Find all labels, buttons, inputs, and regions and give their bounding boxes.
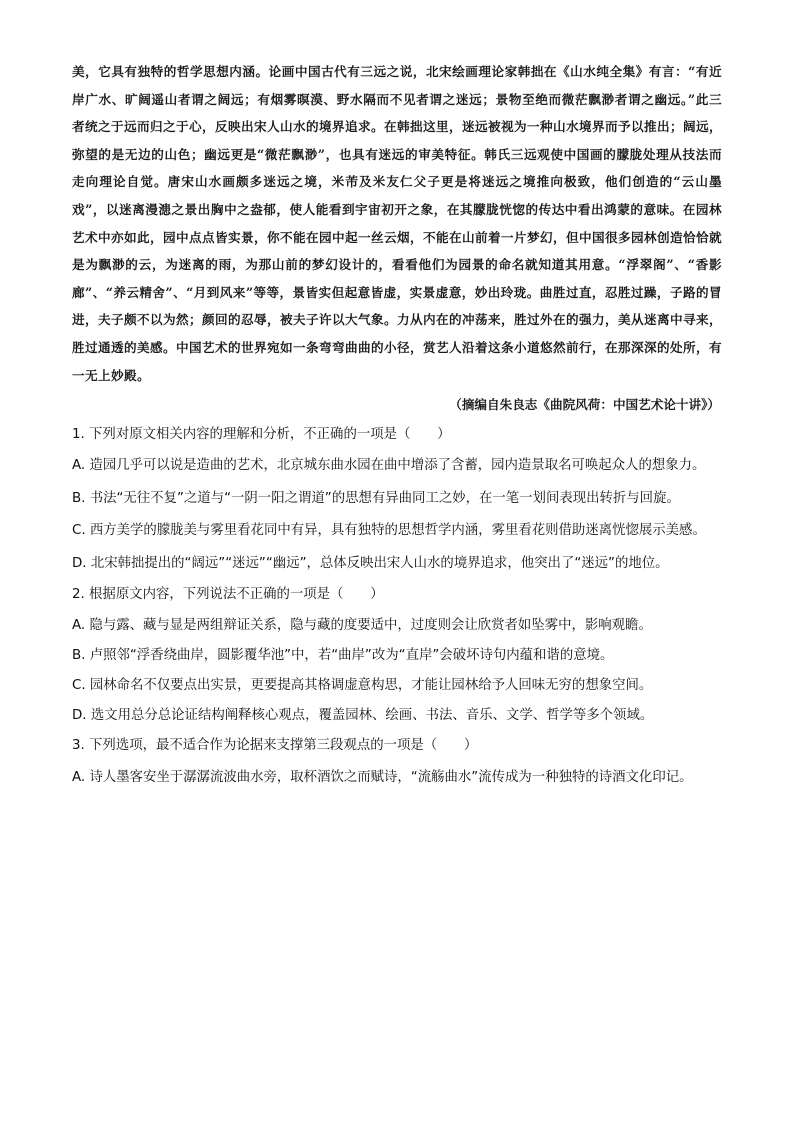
question-3: [72, 731, 722, 794]
option-a: A. 造园几乎可以说是造曲的艺术，北京城东曲水园在曲中增添了含蓄，园内造景取名可唤起众人的想象力。: [72, 458, 706, 474]
passage-text: 美，它具有独特的哲学思想内涵。论画中国古代有三远之说，北宋绘画理论家韩拙在《山水纯全集》有言：“有近岸广水、旷阔遥山者谓之阔远；有烟雾暝漠、野水隔而不见者谓之迷远；景物至绝而微茫飘渺者谓之幽远。”此三者统之于远而归之于心，反映出宋人山水的境界追求。在韩拙这里，迷远被视为一种山水境界而予以推出；阔远，弥望的是无边的山色；幽远更是“微茫飘渺”，也具有迷远的审美特征。韩氏三远观使中国画的朦胧处理从技法而走向理论自觉。唐宋山水画颇多迷远之境，米芾及米友仁父子更是将迷远之境推向极致，他们创造的“云山墨戏”，以迷离漫漶之景出胸中之盎郁，使人能看到宇宙初开之象，在其朦胧恍惚的传达中看出鸿蒙的意味。在园林艺术中亦如此，园中点点皆实景，你不能在园中起一丝云烟，不能在山前着一片梦幻，但中国很多园林创造恰恰就是为飘渺的云，为迷离的雨，为那山前的梦幻设计的，看看他们为园景的命名就知道其用意。“浮翠阁”、“香影廊”、“养云精舍”、“月到风来”等等，景皆实但起意皆虚，实景虚意，妙出玲珑。曲胜过直，忍胜过躁，子路的冒进，夫子颇不以为然；颜回的忍辱，被夫子许以大气象。力从内在的冲荡来，胜过外在的强力，美从迷离中寻来，胜过通透的美感。中国艺术的世界宛如一条弯弯曲曲的小径，赏艺人沿着这条小道悠然前行，在那深深的处所，有一无上妙殿。: [72, 64, 722, 383]
option-a: A. 诗人墨客安坐于潺潺流波曲水旁，取杯酒饮之而赋诗，“流觞曲水”流传成为一种独特的诗酒文化印记。: [72, 769, 693, 785]
document-page: [72, 58, 722, 794]
option-b: B. 卢照邻“浮香绕曲岸，圆影覆华池”中，若“曲岸”改为“直岸”会破坏诗句内蕴和谐的意境。: [72, 647, 614, 663]
option-d: D. 选文用总分总论证结构阐释核心观点，覆盖园林、绘画、书法、音乐、文学、哲学等多个领域。: [72, 708, 654, 724]
question-stem: 3. 下列选项，最不适合作为论据来支撑第三段观点的一项是（ ）: [72, 738, 478, 754]
question-list: [72, 420, 722, 794]
question-stem: 1. 下列对原文相关内容的理解和分析，不正确的一项是（ ）: [72, 427, 451, 443]
question-stem: 2. 根据原文内容，下列说法不正确的一项是（ ）: [72, 587, 384, 603]
option-a: A. 隐与露、藏与显是两组辩证关系，隐与藏的度要适中，过度则会让欣赏者如坠雾中，影响观瞻。: [72, 617, 652, 633]
source-citation: （摘编自朱良志《曲院风荷：中国艺术论十讲》）: [449, 397, 720, 413]
question-1: [72, 420, 722, 580]
question-2: [72, 580, 722, 731]
option-c: C. 西方美学的朦胧美与雾里看花同中有异，具有独特的思想哲学内涵，雾里看花则借助迷离恍惚展示美感。: [72, 523, 706, 539]
option-b: B. 书法“无往不复”之道与“一阴一阳之谓道”的思想有异曲同工之妙，在一笔一划间表现出转折与回旋。: [72, 490, 680, 506]
option-c: C. 园林命名不仅要点出实景，更要提高其格调虚意构思，才能让园林给予人回味无穷的想象空间。: [72, 677, 653, 693]
option-d: D. 北宋韩拙提出的“阔远”“迷远”“幽远”，总体反映出宋人山水的境界追求，他突出了“迷远”的地位。: [72, 555, 669, 571]
